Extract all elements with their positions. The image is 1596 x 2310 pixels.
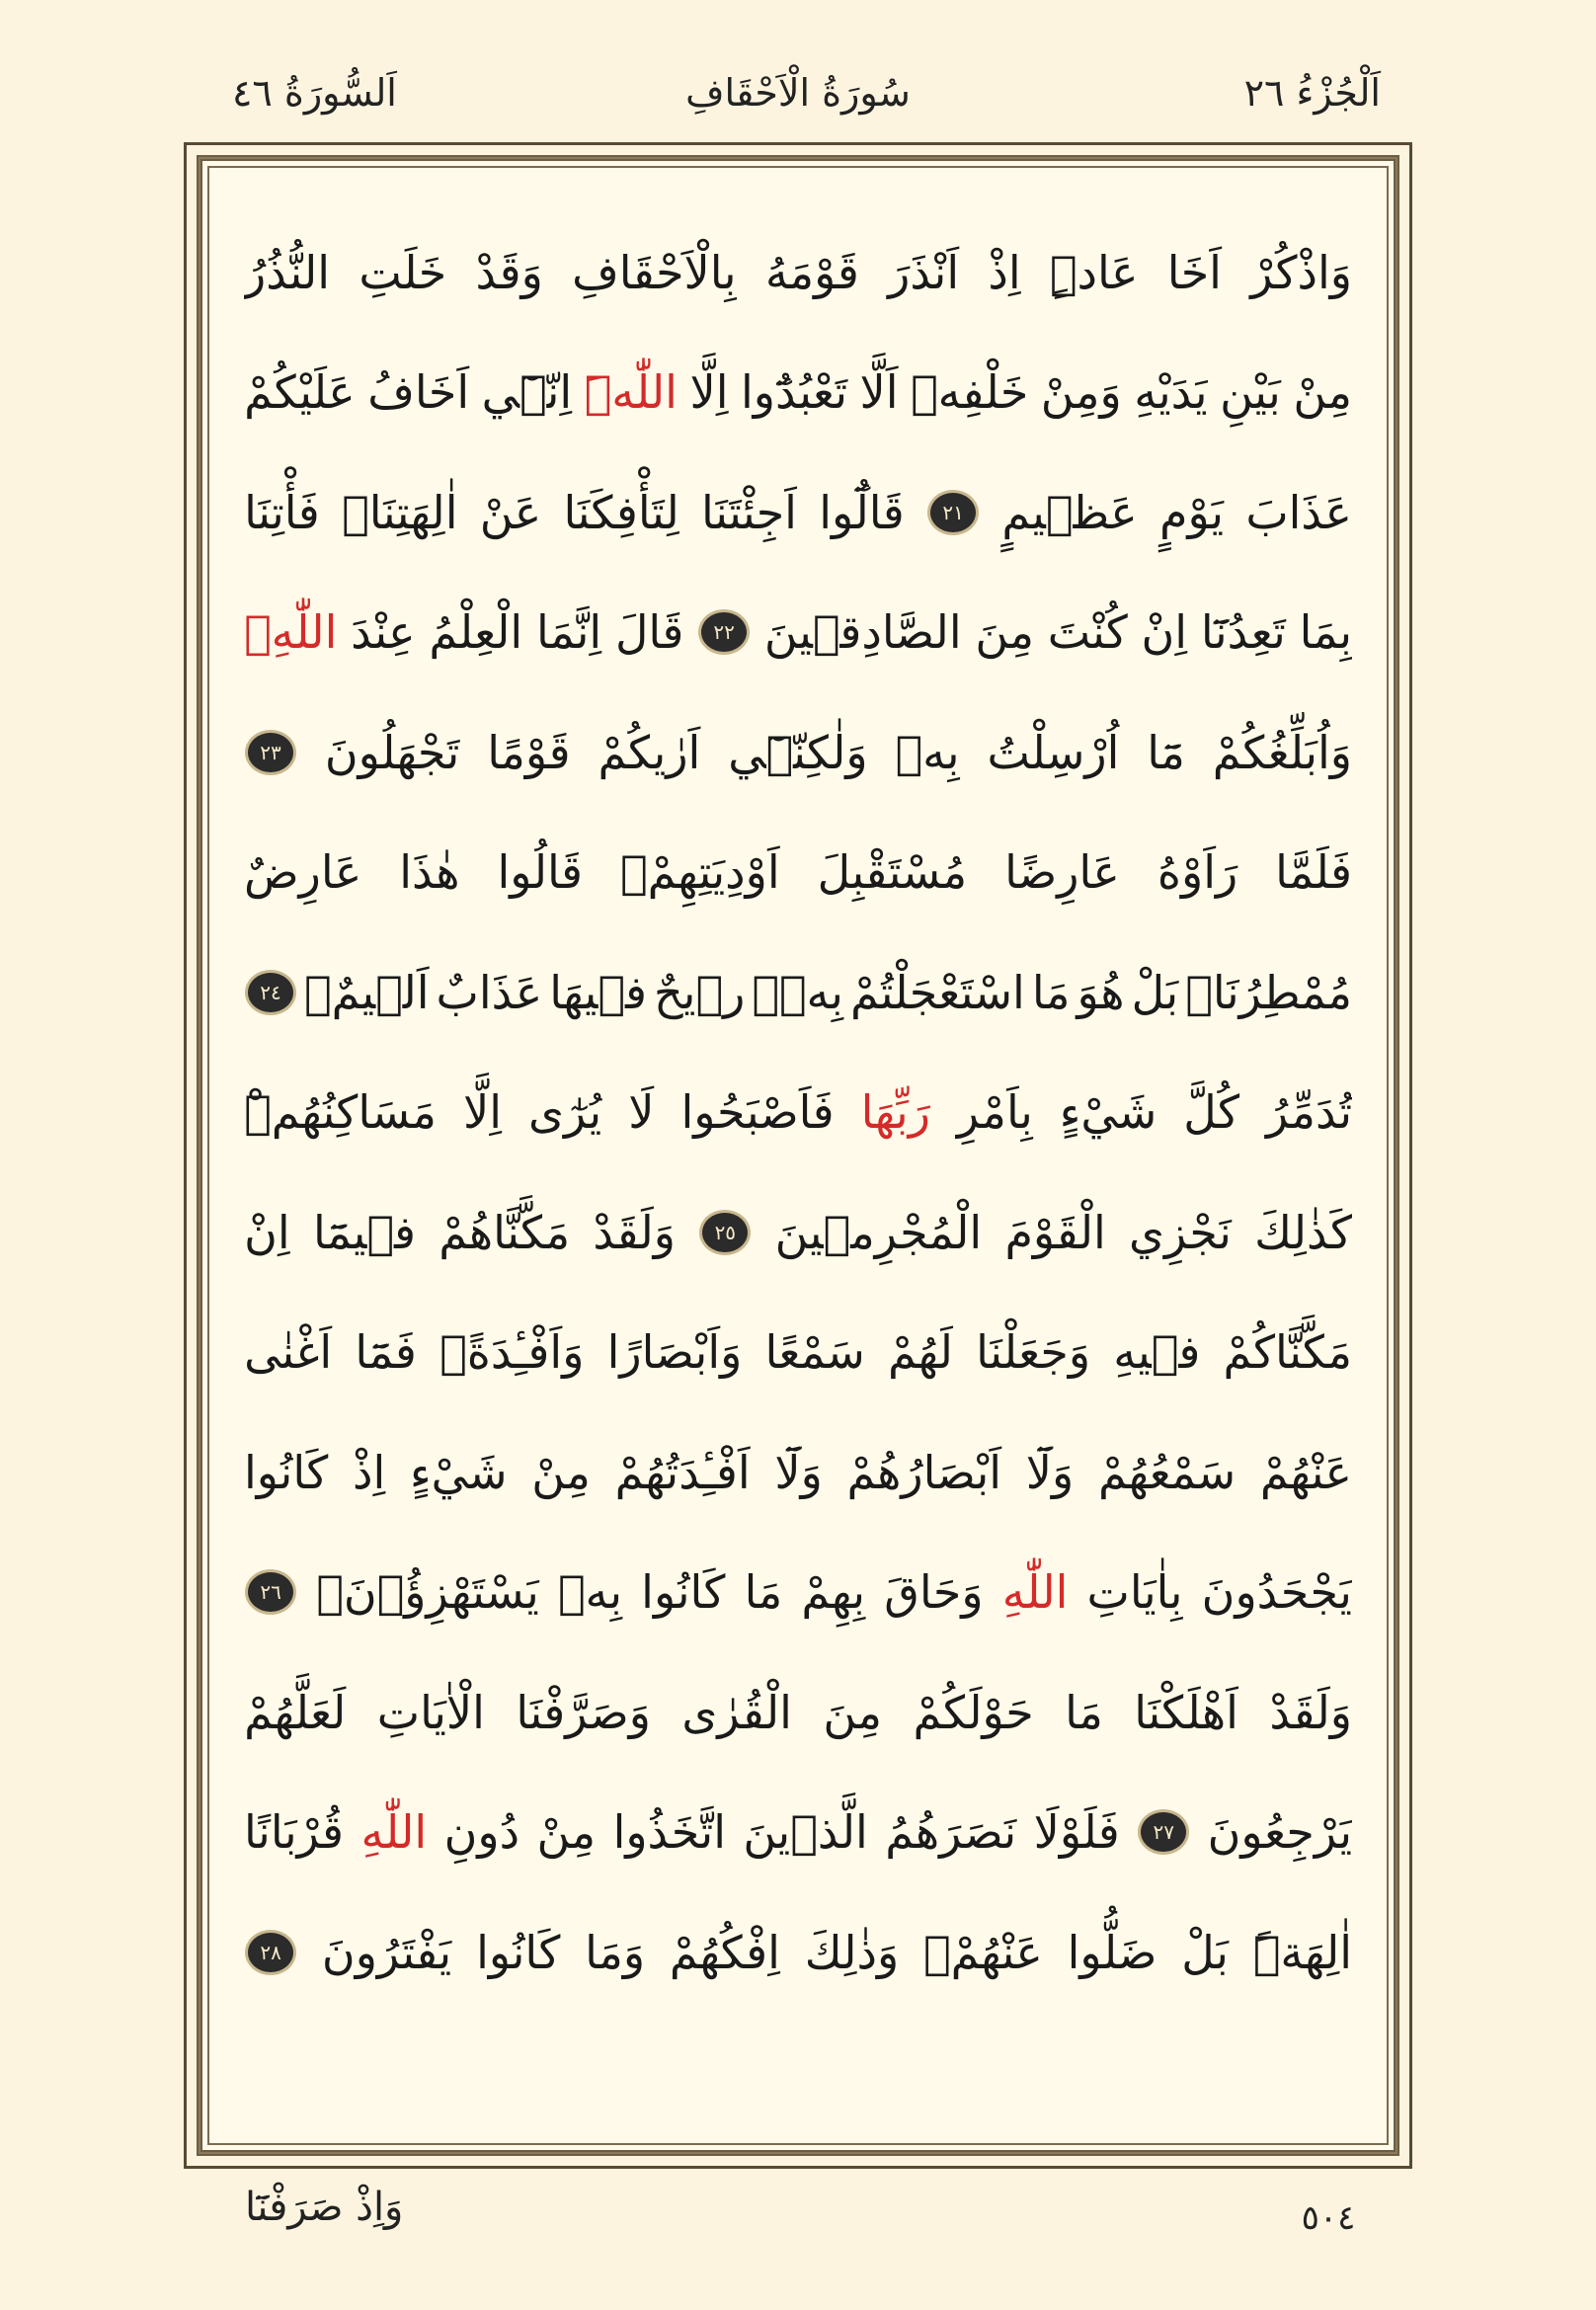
divine-name-word: اللّٰهَۜ [584, 365, 678, 420]
word: بِالْاَحْقَافِ [572, 245, 737, 299]
text-line [244, 1773, 1352, 1893]
word: مِنْ [531, 1445, 591, 1499]
word: وَصَرَّفْنَا [516, 1685, 651, 1739]
ayah-marker: ٢١ [930, 493, 976, 532]
word: اِلَّا [463, 1085, 503, 1140]
word: اَخَافُ [367, 365, 470, 420]
word: وَاذْكُرْ [1250, 245, 1352, 299]
word: عَادٍۜ [1049, 245, 1139, 299]
word: بَيْنِ [1220, 365, 1281, 420]
word: مَكَّنَّاكُمْ [1223, 1325, 1352, 1380]
surah-title: سُورَةُ الْاَحْقَافِ [685, 71, 911, 115]
word: اِفْكُهُمْ [669, 1925, 780, 1979]
word: عَذَابَ [1245, 485, 1352, 539]
word: خَلْفِه۪ [911, 365, 1029, 420]
word: وَذٰلِكَ [804, 1925, 900, 1979]
divine-name-word: اللّٰهِ [1001, 1565, 1069, 1620]
word: اتَّخَذُوا [612, 1805, 726, 1860]
text-line [244, 1892, 1352, 2013]
word: عَنْهُمْۚ [923, 1925, 1043, 1979]
word: ر۪يحٌ [653, 965, 746, 1019]
word: مِنَ [975, 605, 1035, 660]
word: فَاَصْبَحُوا [680, 1085, 835, 1140]
word: وَجَعَلْنَا [976, 1325, 1091, 1380]
word: نَصَرَهُمُ [885, 1805, 1017, 1860]
word: يَدَيْهِ [1134, 365, 1208, 420]
word: وَاُبَلِّغُكُمْ [1212, 725, 1352, 779]
word: ضَلُّوا [1067, 1925, 1157, 1979]
word: مَٓا [1147, 725, 1185, 779]
word: اِذْ [988, 245, 1021, 299]
word: عِنْدَ [351, 605, 416, 660]
word: ف۪يهَا [549, 965, 647, 1019]
word: فَلَمَّا [1275, 845, 1352, 900]
word: كَذٰلِكَ [1254, 1205, 1352, 1259]
word: هُوَ [1077, 965, 1125, 1019]
juz-label: اَلْجُزْءُ ٢٦ [1243, 71, 1381, 115]
word: مَا [744, 1565, 783, 1620]
word: وَاَفْـِٔدَةًۘ [439, 1325, 585, 1380]
word: ف۪يمَٓا [312, 1205, 417, 1259]
word: وَاَبْصَارًا [606, 1325, 743, 1380]
text-line [244, 212, 1352, 333]
word: هٰذَا [399, 845, 460, 900]
word: اِذْ [353, 1445, 386, 1499]
quran-text [244, 212, 1352, 2111]
text-line [244, 1293, 1352, 1413]
word: لَهُمْ [888, 1325, 953, 1380]
word: بَلْ [1181, 1925, 1229, 1979]
word: بِه۪ [557, 1565, 623, 1620]
word: عَارِضًا [1004, 845, 1120, 900]
word: عَظ۪يمٍ [1001, 485, 1138, 539]
word: الْقُرٰى [681, 1685, 792, 1739]
word: اَفْـِٔدَتُهُمْ [614, 1445, 751, 1499]
word: اٰلِهَةًۜ [1252, 1925, 1352, 1979]
text-line [244, 1053, 1352, 1173]
word: تَجْهَلُونَ [324, 725, 460, 779]
page-number: ٥٠٤ [1301, 2198, 1356, 2238]
word: الْعِلْمُ [429, 605, 523, 660]
word: وَمَا [585, 1925, 646, 1979]
word: وَمِنْ [1040, 365, 1122, 420]
word: قَوْمًا [487, 725, 571, 779]
word: عَنْ [479, 485, 542, 539]
word: يَرْجِعُونَ [1207, 1805, 1352, 1860]
word: فَلَوْلَا [1033, 1805, 1120, 1860]
ayah-marker: ٢٦ [248, 1572, 293, 1612]
word: نَجْزِي [1129, 1205, 1232, 1259]
word: فَأْتِنَا [244, 485, 320, 539]
word: كُلَّ [1183, 1085, 1240, 1140]
text-line [244, 573, 1352, 693]
word: الصَّادِق۪ينَ [763, 605, 962, 660]
ayah-marker: ٢٨ [248, 1933, 293, 1972]
word: اِنَّمَا [535, 605, 602, 660]
word: بِمَا [1299, 605, 1352, 660]
text-line [244, 1172, 1352, 1293]
word: مَا [1031, 965, 1071, 1019]
word: اِنّ۪ٓي [481, 365, 573, 420]
text-line [244, 932, 1352, 1053]
word: اَغْنٰى [244, 1325, 333, 1380]
word: شَيْءٍ [1059, 1085, 1157, 1140]
word: وَحَاقَ [884, 1565, 984, 1620]
word: لَا [628, 1085, 655, 1140]
word: ف۪يهِ [1113, 1325, 1201, 1380]
ayah-marker: ٢٢ [701, 612, 747, 652]
word: مِنْ [536, 1805, 597, 1860]
word: بِاٰيَاتِ [1086, 1565, 1183, 1620]
word: اَوْدِيَتِهِمْۙ [620, 845, 780, 900]
word: وَلَقَدْ [593, 1205, 677, 1259]
word: عَارِضٌ [244, 845, 362, 900]
word: كَانُوا [476, 1925, 561, 1979]
word: بِهِمْ [801, 1565, 866, 1620]
page-header [0, 71, 1596, 130]
word: وَلٰكِنّ۪ٓي [728, 725, 868, 779]
text-line [244, 1652, 1352, 1773]
word: لِتَأْفِكَنَا [563, 485, 679, 539]
catchword: وَاِذْ صَرَفْنَٓا [245, 2185, 404, 2230]
word: وَقَدْ [475, 245, 543, 299]
word: مَكَّنَّاهُمْ [439, 1205, 571, 1259]
word: قُرْبَانًا [244, 1805, 345, 1860]
word: خَلَتِ [359, 245, 447, 299]
word: تَعِدُنَٓا [1200, 605, 1286, 660]
word: مِنْ [1293, 365, 1352, 420]
word: شَيْءٍ [409, 1445, 508, 1499]
word: اَلَّا [859, 365, 899, 420]
word: بِه۪ۜ [752, 965, 843, 1019]
word: قَالَ [614, 605, 684, 660]
word: يُرٰٓى [528, 1085, 602, 1140]
word: قَالُٓوا [819, 485, 905, 539]
word: تُدَمِّرُ [1266, 1085, 1352, 1140]
word: اِلَّا [689, 365, 729, 420]
word: اِنْ [1141, 605, 1188, 660]
word: دُونِ [443, 1805, 520, 1860]
word: اسْتَعْجَلْتُمْ [850, 965, 1025, 1019]
word: قَالُوا [497, 845, 584, 900]
word: كَانُوا [641, 1565, 726, 1620]
ayah-marker: ٢٧ [1141, 1812, 1186, 1852]
text-line [244, 452, 1352, 573]
word: عَذَابٌ [436, 965, 543, 1019]
ayah-marker: ٢٤ [248, 973, 293, 1012]
text-panel [200, 159, 1396, 2152]
ayah-marker: ٢٣ [248, 733, 293, 772]
word: عَلَيْكُمْ [244, 365, 356, 420]
word: الْمُجْرِم۪ينَ [774, 1205, 983, 1259]
word: اَهْلَكْنَا [1134, 1685, 1238, 1739]
word: مُمْطِرُنَاۜ [1185, 965, 1352, 1019]
word: اَخَا [1166, 245, 1222, 299]
text-line [244, 692, 1352, 813]
word: سَمْعُهُمْ [1097, 1445, 1237, 1499]
divine-name-word: اللّٰهِۘ [244, 605, 338, 660]
text-line [244, 333, 1352, 453]
word: كَانُوا [244, 1445, 329, 1499]
word: النُّذُرُ [244, 245, 331, 299]
word: الَّذ۪ينَ [743, 1805, 868, 1860]
word: الْقَوْمَ [1004, 1205, 1106, 1259]
word: مُسْتَقْبِلَ [817, 845, 968, 900]
word: قَوْمَهُ [764, 245, 859, 299]
word: بِاَمْرِ [956, 1085, 1033, 1140]
surah-number-label: اَلسُّورَةُ ٤٦ [232, 71, 397, 115]
word: اَبْصَارُهُمْ [846, 1445, 1002, 1499]
word: يَجْحَدُونَ [1201, 1565, 1352, 1620]
word: كُنْتَ [1047, 605, 1128, 660]
word: اَجِئْتَنَا [701, 485, 797, 539]
divine-name-word: رَبِّهَا [860, 1085, 930, 1140]
word: تَعْبُدُٓوا [741, 365, 848, 420]
word: الْاٰيَاتِ [376, 1685, 485, 1739]
word: وَلَٓا [774, 1445, 823, 1499]
word: وَلَٓا [1025, 1445, 1075, 1499]
text-line [244, 1533, 1352, 1653]
word: بِه۪ [895, 725, 960, 779]
word: وَلَقَدْ [1269, 1685, 1352, 1739]
word: حَوْلَكُمْ [913, 1685, 1034, 1739]
word: فَمَٓا [355, 1325, 417, 1380]
word: رَاَوْهُ [1157, 845, 1238, 900]
word: يَفْتَرُونَ [321, 1925, 452, 1979]
word: مَسَاكِنُهُمْۜ [244, 1085, 438, 1140]
ayah-marker: ٢٥ [702, 1213, 748, 1252]
word: بَلْ [1131, 965, 1179, 1019]
text-line [244, 813, 1352, 933]
word: اَل۪يمٌۙ [304, 965, 430, 1019]
word: اُرْسِلْتُ [987, 725, 1120, 779]
word: اِنْ [244, 1205, 290, 1259]
divine-name-word: اللّٰهِ [360, 1805, 428, 1860]
word: سَمْعًا [764, 1325, 865, 1380]
word: اَرٰيكُمْ [598, 725, 701, 779]
word: اٰلِهَتِنَاۚ [342, 485, 458, 539]
word: عَنْهُمْ [1259, 1445, 1352, 1499]
word: يَوْمٍ [1158, 485, 1225, 539]
text-line [244, 1412, 1352, 1533]
word: يَسْتَهْزِؤُ۫نَ۟ [316, 1565, 539, 1620]
word: مِنَ [823, 1685, 882, 1739]
word: مَا [1065, 1685, 1103, 1739]
word: لَعَلَّهُمْ [244, 1685, 347, 1739]
word: اَنْذَرَ [888, 245, 960, 299]
page-frame [184, 142, 1412, 2169]
